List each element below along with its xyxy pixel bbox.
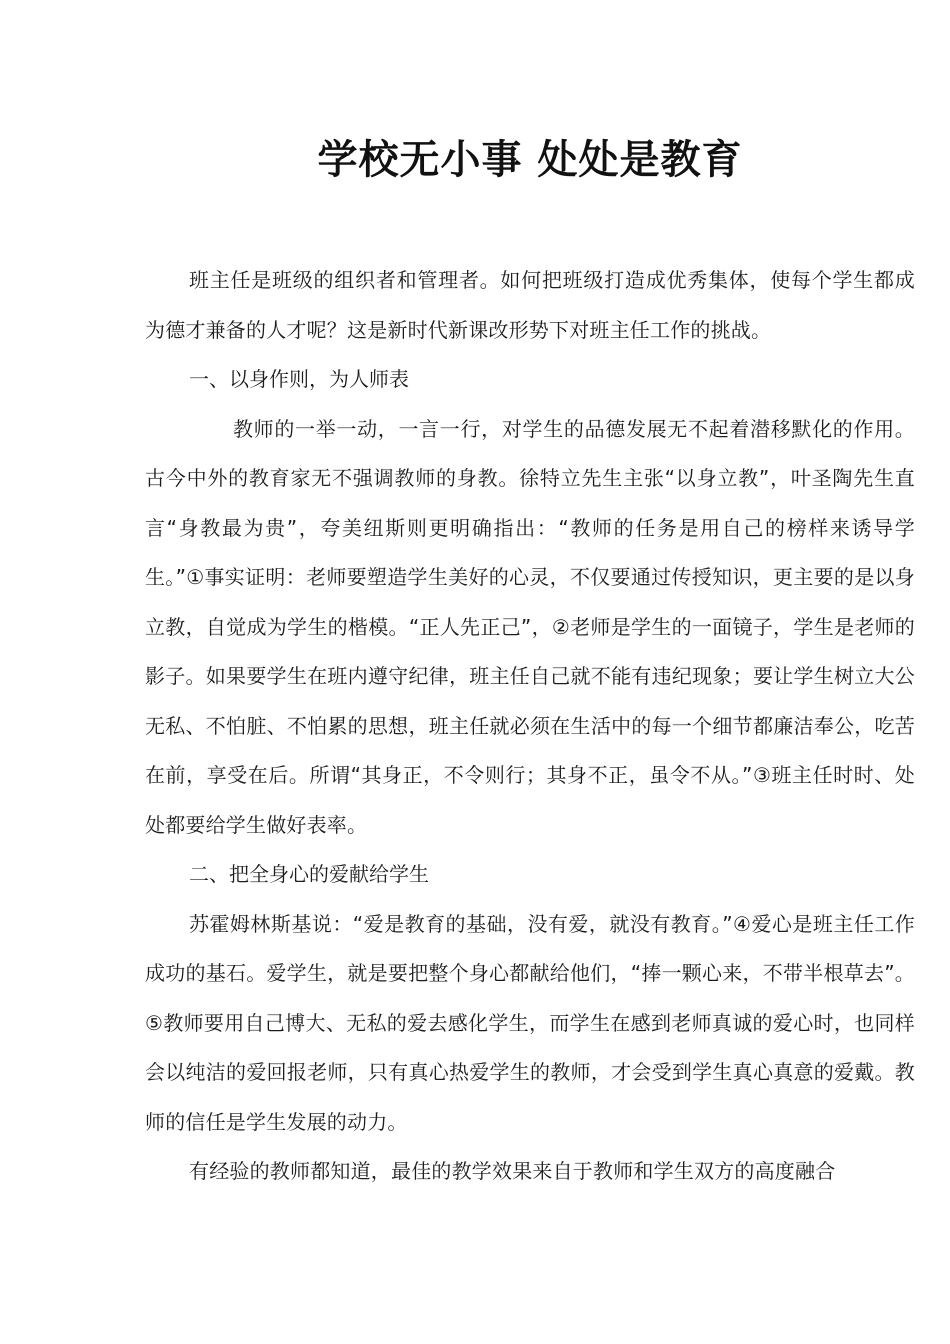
section-heading-2: 二、把全身心的爱献给学生: [189, 862, 429, 886]
document-body: [145, 256, 915, 1218]
paragraph-section-2: 苏霍姆林斯基说：“爱是教育的基础，没有爱，就没有教育。”④爱心是班主任工作成功的基石。爱学生，就是要把整个身心都献给他们，“捧一颗心来，不带半根草去”。⑤教师要用自己博大、无私的爱去感化学生，而学生在感到老师真诚的爱心时，也同样会以纯洁的爱回报老师，只有真心热爱学生的教师，才会受到学生真心真意的爱戴。教师的信任是学生发展的动力。: [145, 911, 915, 1134]
paragraph-section-1: 教师的一举一动，一言一行，对学生的品德发展无不起着潜移默化的作用。古今中外的教育家无不强调教师的身教。徐特立先生主张“以身立教”，叶圣陶先生直言“身教最为贵”，夸美纽斯则更明确指出：“教师的任务是用自己的榜样来诱导学生。”①事实证明：老师要塑造学生美好的心灵，不仅要通过传授知识，更主要的是以身立教，自觉成为学生的楷模。“正人先正己”，②老师是学生的一面镜子，学生是老师的影子。如果要学生在班内遵守纪律，班主任自己就不能有违纪现象；要让学生树立大公无私、不怕脏、不怕累的思想，班主任就必须在生活中的每一个细节都廉洁奉公，吃苦在前，享受在后。所谓“其身正，不令则行；其身不正，虽令不从。”③班主任时时、处处都要给学生做好表率。: [145, 416, 915, 837]
document-title: 学校无小事 处处是教育: [317, 136, 743, 183]
paragraph-cut-off: 有经验的教师都知道，最佳的教学效果来自于教师和学生双方的高度融合: [189, 1159, 836, 1183]
paragraph-intro: 班主任是班级的组织者和管理者。如何把班级打造成优秀集体，使每个学生都成为德才兼备的人才呢？这是新时代新课改形势下对班主任工作的挑战。: [145, 268, 915, 342]
section-heading-1: 一、以身作则，为人师表: [189, 367, 409, 391]
